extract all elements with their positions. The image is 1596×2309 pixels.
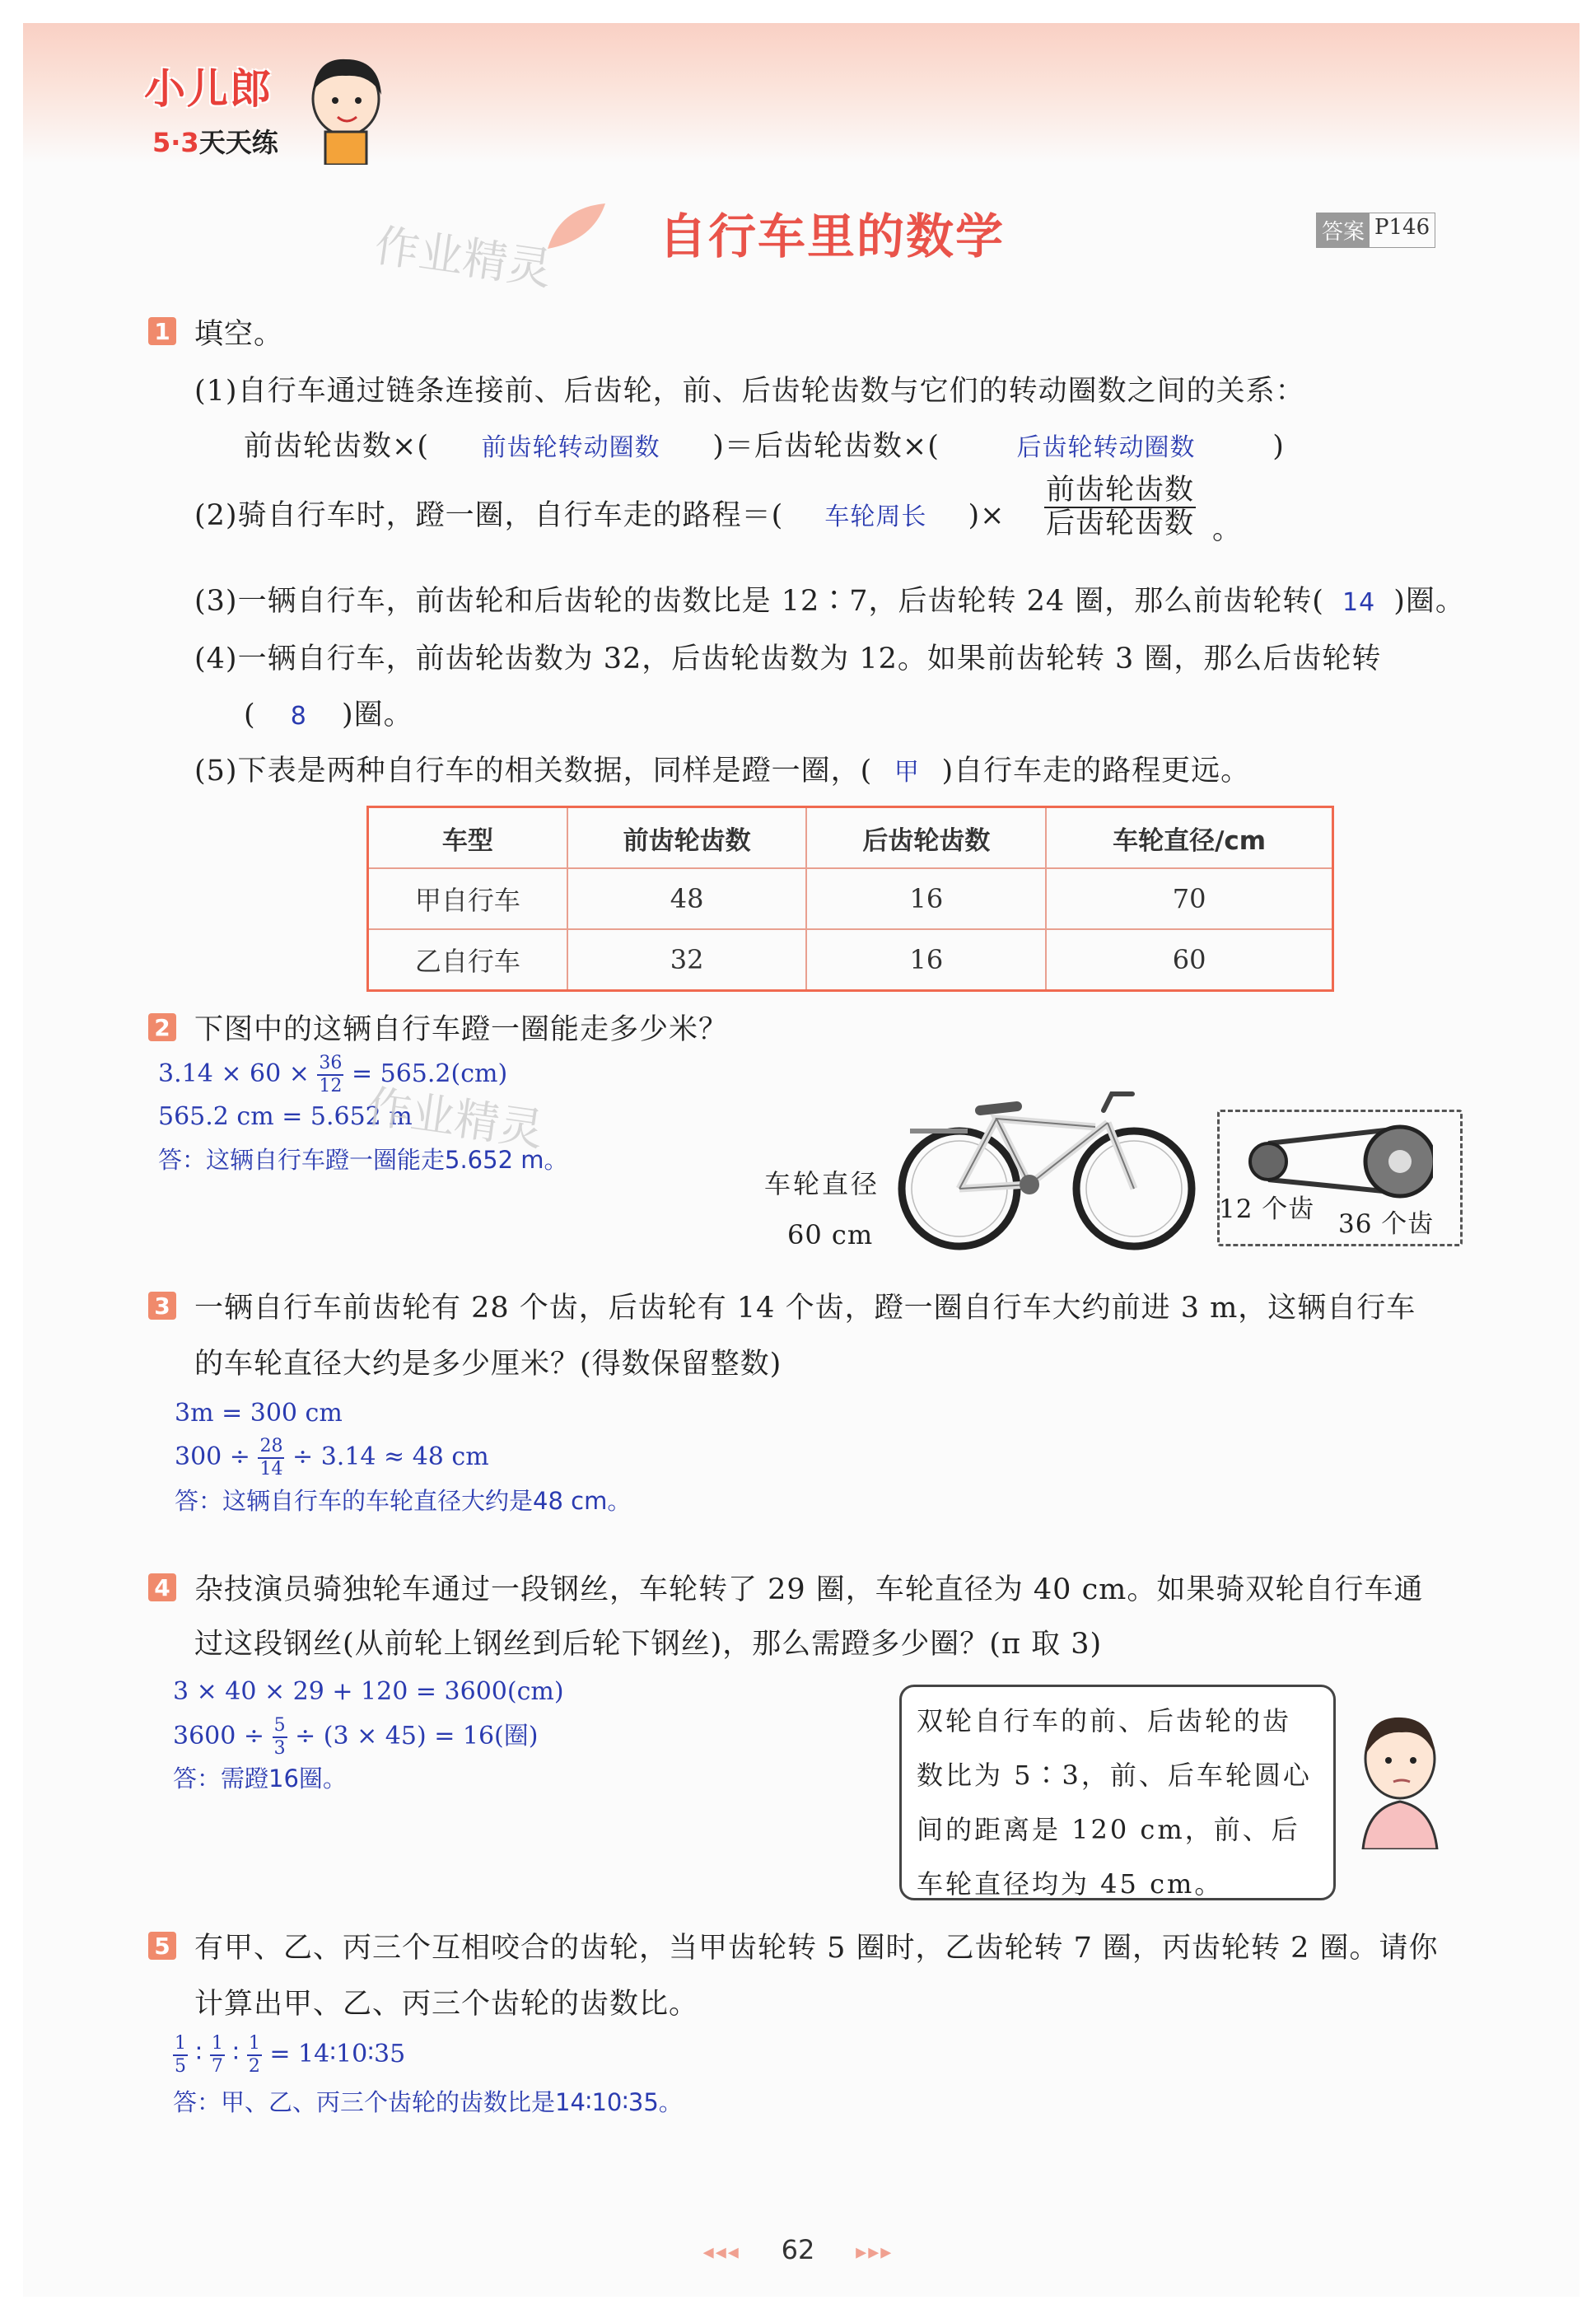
answer-page: P146 [1374, 215, 1430, 240]
q2-prompt: 下图中的这辆自行车蹬一圈能走多少米？ [194, 1013, 729, 1046]
q1-part2-frac-den: 后齿轮齿数 [1046, 507, 1195, 540]
q5-answer-line2: 答：甲、乙、丙三个齿轮的齿数比是14∶10∶35。 [173, 2088, 683, 2116]
page-footer [0, 2234, 1596, 2265]
rear-gear-label: 12 个齿 [1219, 1194, 1315, 1224]
question-number-2: 2 [148, 1013, 176, 1041]
q5-fraction-2 [210, 2035, 225, 2076]
page-number: 62 [781, 2234, 815, 2265]
q5-fraction-1 [173, 2035, 188, 2076]
q3-line2-b: ÷ 3.14 ≈ 48 cm [292, 1442, 489, 1471]
q1-part1-text: (1)自行车通过链条连接前、后齿轮，前、后齿轮齿数与它们的转动圈数之间的关系： [194, 375, 1305, 408]
q1-part3-lead: (3)一辆自行车，前齿轮和后齿轮的齿数比是 12∶7，后齿轮转 24 圈，那么前齿轮转( [194, 585, 1324, 618]
hint-line: 间的距离是 120 cm，前、后 [917, 1814, 1300, 1845]
q5-f1-den: 5 [175, 2056, 186, 2077]
table-row [368, 929, 1333, 991]
next-arrows-icon: ▸▸▸ [856, 2240, 894, 2265]
answer-label: 答案 [1317, 213, 1370, 247]
q2-line1-b: = 565.2(cm) [351, 1059, 508, 1088]
q1-part5-end: )自行车走的路程更远。 [941, 755, 1251, 788]
question-number-1: 1 [148, 317, 176, 345]
table-cell: 16 [806, 868, 1046, 929]
hint-speech-bubble [899, 1685, 1336, 1900]
hint-line: 车轮直径均为 45 cm。 [917, 1868, 1224, 1900]
front-gear-label: 36 个齿 [1338, 1209, 1435, 1239]
series-name [152, 122, 278, 160]
q5-f1-num: 1 [173, 2035, 188, 2056]
q5-line1-b: = 14∶10∶35 [269, 2040, 406, 2068]
q4-frac-num: 5 [273, 1717, 287, 1738]
table-header-cell: 车型 [368, 807, 567, 869]
q1-part1-mid: )＝后齿轮齿数×( [712, 430, 940, 463]
q1-part2-text [194, 493, 1006, 534]
q5-prompt-line1: 有甲、乙、丙三个互相咬合的齿轮，当甲齿轮转 5 圈时，乙齿轮转 7 圈，丙齿轮转 2 圈。请你 [194, 1932, 1439, 1965]
q2-line1-a: 3.14 × 60 × [158, 1059, 310, 1088]
q4-answer-line1: 3 × 40 × 29 + 120 = 3600(cm) [173, 1677, 564, 1706]
q1-part4-end: )圈。 [341, 699, 413, 731]
q1-part5-answer: 甲 [894, 758, 920, 787]
q1-part5-lead: (5)下表是两种自行车的相关数据，同样是蹬一圈，( [194, 755, 873, 788]
answer-reference [1316, 213, 1435, 248]
q1-part2-fraction [1044, 476, 1196, 539]
q2-answer-line2: 565.2 cm = 5.652 m [158, 1102, 413, 1131]
q1-part2-mid: )× [968, 499, 1006, 532]
q1-part3-end: )圈。 [1393, 585, 1465, 618]
q2-frac-num: 36 [317, 1054, 343, 1076]
q3-prompt-line1: 一辆自行车前齿轮有 28 个齿，后齿轮有 14 个齿，蹬一圈自行车大约前进 3 m，这辆自行车 [194, 1292, 1416, 1325]
q5-f2-den: 7 [211, 2056, 223, 2077]
q4-prompt-line1: 杂技演员骑独轮车通过一段钢丝，车轮转了 29 圈，车轮直径为 40 cm。如果骑双轮自行车通 [194, 1573, 1424, 1606]
q5-f3-num: 1 [247, 2035, 262, 2056]
q1-part4-open: ( [244, 699, 256, 731]
table-header-row [368, 807, 1333, 869]
question-number-4: 4 [148, 1573, 176, 1601]
q3-frac-den: 14 [259, 1459, 283, 1479]
q1-part1-left: 前齿轮齿数×( [244, 430, 429, 463]
q4-answer-line3: 答：需蹬16圈。 [173, 1764, 347, 1793]
wheel-diameter-label: 车轮直径 [764, 1168, 880, 1199]
table-cell: 60 [1046, 929, 1332, 991]
q4-frac-den: 3 [273, 1738, 286, 1759]
question-number-3: 3 [148, 1292, 176, 1320]
q5-prompt-line2: 计算出甲、乙、丙三个齿轮的齿数比。 [194, 1988, 699, 2021]
hint-line: 数比为 5∶3，前、后车轮圆心 [917, 1760, 1312, 1791]
q1-part4-answer: 8 [290, 702, 307, 731]
q4-prompt-line2: 过这段钢丝(从前轮上钢丝到后轮下钢丝)，那么需蹬多少圈？(π 取 3) [194, 1628, 1103, 1661]
table-cell: 48 [567, 868, 807, 929]
q5-answer-line1 [173, 2035, 405, 2076]
q2-answer-line3: 答：这辆自行车蹬一圈能走5.652 m。 [158, 1146, 568, 1174]
table-header-cell: 车轮直径/cm [1046, 807, 1332, 869]
question-number-5: 5 [148, 1932, 176, 1960]
q5-ratio-sep: ∶ [232, 2040, 240, 2068]
q3-answer-line1: 3m = 300 cm [175, 1399, 343, 1428]
q1-part1-formula [244, 423, 1285, 465]
q4-answer-line2 [173, 1715, 538, 1758]
q1-part4-text: (4)一辆自行车，前齿轮齿数为 32，后齿轮齿数为 12。如果前齿轮转 3 圈，那么后齿轮转 [194, 643, 1382, 675]
q1-part4-answer-line [244, 692, 413, 733]
bicycle-data-table [366, 806, 1334, 992]
table-cell: 70 [1046, 868, 1332, 929]
q1-part5-text [194, 748, 1250, 789]
table-header-cell: 前齿轮齿数 [567, 807, 807, 869]
mascot-boy-illustration [301, 49, 391, 165]
hint-line: 双轮自行车的前、后齿轮的齿 [917, 1705, 1292, 1736]
watermark: 作业精灵 [363, 1080, 547, 1157]
q1-part1-end: ) [1272, 430, 1285, 463]
watermark: 作业精灵 [371, 219, 555, 296]
q5-f2-num: 1 [210, 2035, 225, 2056]
q1-part2-lead: (2)骑自行车时，蹬一圈，自行车走的路程＝( [194, 499, 784, 532]
q3-prompt-line2: 的车轮直径大约是多少厘米？(得数保留整数) [194, 1348, 782, 1381]
table-cell: 甲自行车 [368, 868, 567, 929]
q1-prompt: 填空。 [194, 318, 284, 351]
q1-part3-answer: 14 [1342, 588, 1376, 617]
table-cell: 32 [567, 929, 807, 991]
bicycle-illustration [894, 1061, 1206, 1259]
page-title: 自行车里的数学 [659, 208, 1006, 264]
q5-f3-den: 2 [248, 2056, 260, 2077]
table-cell: 16 [806, 929, 1046, 991]
q1-part2-frac-num: 前齿轮齿数 [1046, 474, 1195, 507]
q3-line2-fraction [258, 1437, 284, 1479]
q1-part2-answer: 车轮周长 [824, 502, 927, 531]
q1-part1-answer1: 前齿轮转动圈数 [481, 433, 660, 462]
table-cell: 乙自行车 [368, 929, 567, 991]
q2-line1-fraction [317, 1054, 343, 1096]
table-row [368, 868, 1333, 929]
q4-line2-fraction [273, 1717, 287, 1758]
q2-frac-den: 12 [319, 1076, 343, 1096]
q5-fraction-3 [247, 2035, 262, 2076]
q4-line2-a: 3600 ÷ [173, 1722, 265, 1750]
prev-arrows-icon: ◂◂◂ [702, 2240, 740, 2265]
q1-part2-end: 。 [1212, 513, 1243, 546]
table-header-cell: 后齿轮齿数 [806, 807, 1046, 869]
q3-answer-line2 [175, 1437, 489, 1479]
q3-line2-a: 300 ÷ [175, 1442, 250, 1471]
q3-frac-num: 28 [258, 1437, 284, 1459]
brand-logo: 小儿郎 [144, 65, 273, 113]
thinking-boy-illustration [1351, 1709, 1449, 1849]
q1-part1-answer2: 后齿轮转动圈数 [1016, 433, 1196, 462]
q3-answer-line3: 答：这辆自行车的车轮直径大约是48 cm。 [175, 1487, 632, 1515]
q4-line2-b: ÷ (3 × 45) = 16(圈) [295, 1722, 539, 1750]
q5-ratio-sep: ∶ [195, 2040, 203, 2068]
wheel-diameter-value: 60 cm [787, 1219, 874, 1250]
series-prefix: 5·3 [152, 127, 199, 158]
q1-part3-text [194, 578, 1465, 619]
series-suffix: 天天练 [198, 127, 278, 158]
